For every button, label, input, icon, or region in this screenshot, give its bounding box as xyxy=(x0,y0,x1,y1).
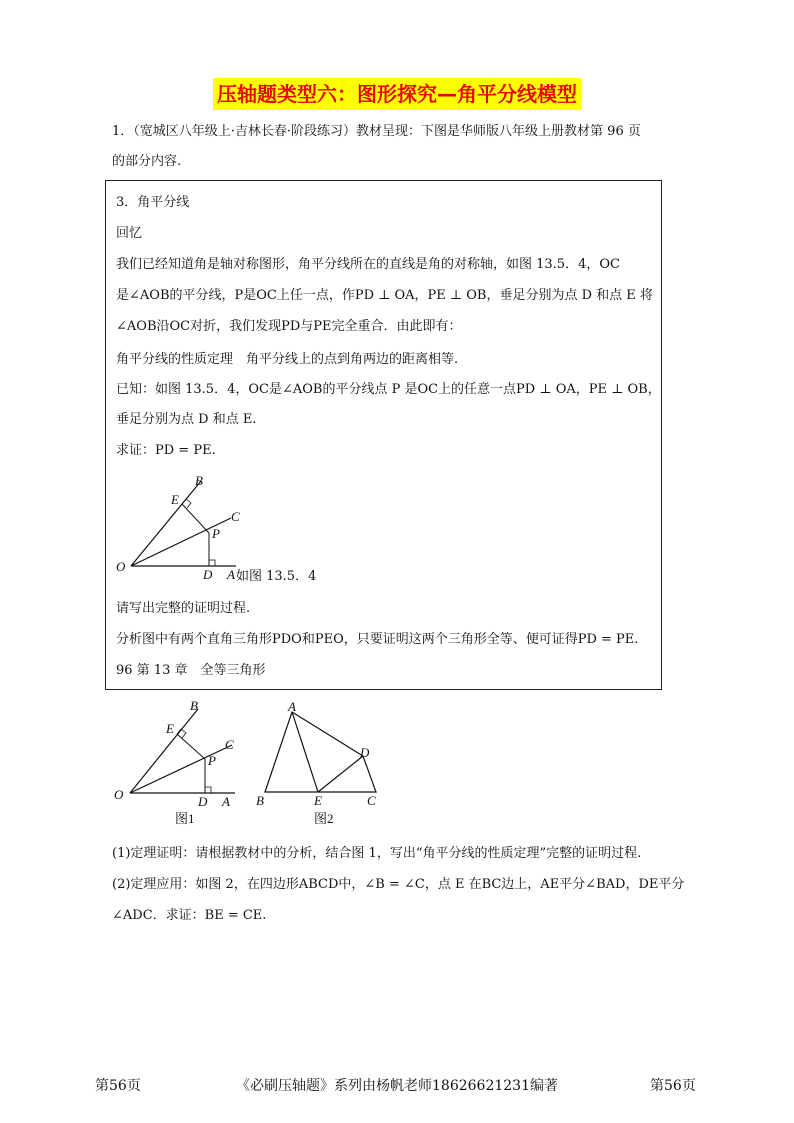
excerpt-please: 请写出完整的证明过程. xyxy=(116,601,251,616)
fig1-label-D: D xyxy=(198,794,208,809)
label-B: B xyxy=(195,473,203,488)
label-E: E xyxy=(171,492,179,507)
question-2-line1: (2)定理应用：如图 2，在四边形ABCD中，∠B = ∠C，点 E 在BC边上，AE平分∠BAD，DE平分 xyxy=(112,877,685,892)
footer-page-left: 第56页 xyxy=(95,1078,141,1094)
fig2-label-D: D xyxy=(360,745,370,760)
label-D: D xyxy=(203,567,213,581)
textbook-excerpt-box xyxy=(105,180,662,690)
fig2-label-A: A xyxy=(288,699,296,714)
footer-page-right: 第56页 xyxy=(650,1078,696,1094)
fig1-label-B: B xyxy=(190,698,198,713)
figure-1 xyxy=(110,695,250,830)
label-A: A xyxy=(227,567,235,581)
fig1-label-A: A xyxy=(222,794,230,809)
fig1-label-O: O xyxy=(114,787,124,802)
excerpt-line2: 是∠AOB的平分线，P是OC上任一点，作PD ⊥ OA，PE ⊥ OB，垂足分别为点 D 和点 E 将 xyxy=(116,288,653,303)
label-P: P xyxy=(212,526,220,541)
fig2-label-B: B xyxy=(256,793,264,808)
label-O: O xyxy=(116,559,126,574)
figure-2 xyxy=(250,695,390,830)
excerpt-given1: 已知：如图 13.5．4，OC是∠AOB的平分线点 P 是OC上的任意一点PD ⊥ OA，PE ⊥ OB， xyxy=(116,382,661,397)
problem-intro-line2: 的部分内容. xyxy=(112,154,182,169)
fig2-label-E: E xyxy=(314,793,322,808)
fig1-label-P: P xyxy=(208,753,216,768)
figure-2-caption: 图2 xyxy=(314,811,334,826)
excerpt-line1: 我们已经知道角是轴对称图形，角平分线所在的直线是角的对称轴，如图 13.5．4，OC xyxy=(116,257,620,272)
question-1: (1)定理证明：请根据教材中的分析，结合图 1，写出“角平分线的性质定理”完整的证明过程. xyxy=(112,846,642,861)
label-C: C xyxy=(231,509,240,524)
excerpt-figure-caption: 如图 13.5．4 xyxy=(236,569,317,584)
question-2-line2: ∠ADC．求证：BE = CE. xyxy=(112,908,267,923)
fig2-label-C: C xyxy=(367,793,376,808)
excerpt-page-ref: 96 第 13 章 全等三角形 xyxy=(116,663,266,678)
excerpt-figure xyxy=(111,471,341,581)
excerpt-recall: 回忆 xyxy=(116,226,143,241)
problem-intro-line1: 1．（宽城区八年级上·吉林长春·阶段练习）教材呈现：下图是华师版八年级上册教材第 96 页 xyxy=(112,124,641,139)
excerpt-prove: 求证：PD = PE. xyxy=(116,443,216,458)
footer-center: 《必刷压轴题》系列由杨帆老师18626621231编著 xyxy=(236,1078,558,1094)
figure-1-caption: 图1 xyxy=(175,811,195,826)
excerpt-line3: ∠AOB沿OC对折，我们发现PD与PE完全重合．由此即有： xyxy=(116,319,462,334)
excerpt-given2: 垂足分别为点 D 和点 E. xyxy=(116,412,257,427)
page-title: 压轴题类型六：图形探究—角平分线模型 xyxy=(213,78,581,110)
excerpt-heading: 3．角平分线 xyxy=(116,195,190,210)
excerpt-analysis: 分析图中有两个直角三角形PDO和PEO，只要证明这两个三角形全等、便可证得PD = PE. xyxy=(116,632,639,647)
fig1-label-E: E xyxy=(166,721,174,736)
fig1-label-C: C xyxy=(225,737,234,752)
excerpt-theorem: 角平分线的性质定理 角平分线上的点到角两边的距离相等. xyxy=(116,352,459,367)
title-area xyxy=(0,78,794,110)
